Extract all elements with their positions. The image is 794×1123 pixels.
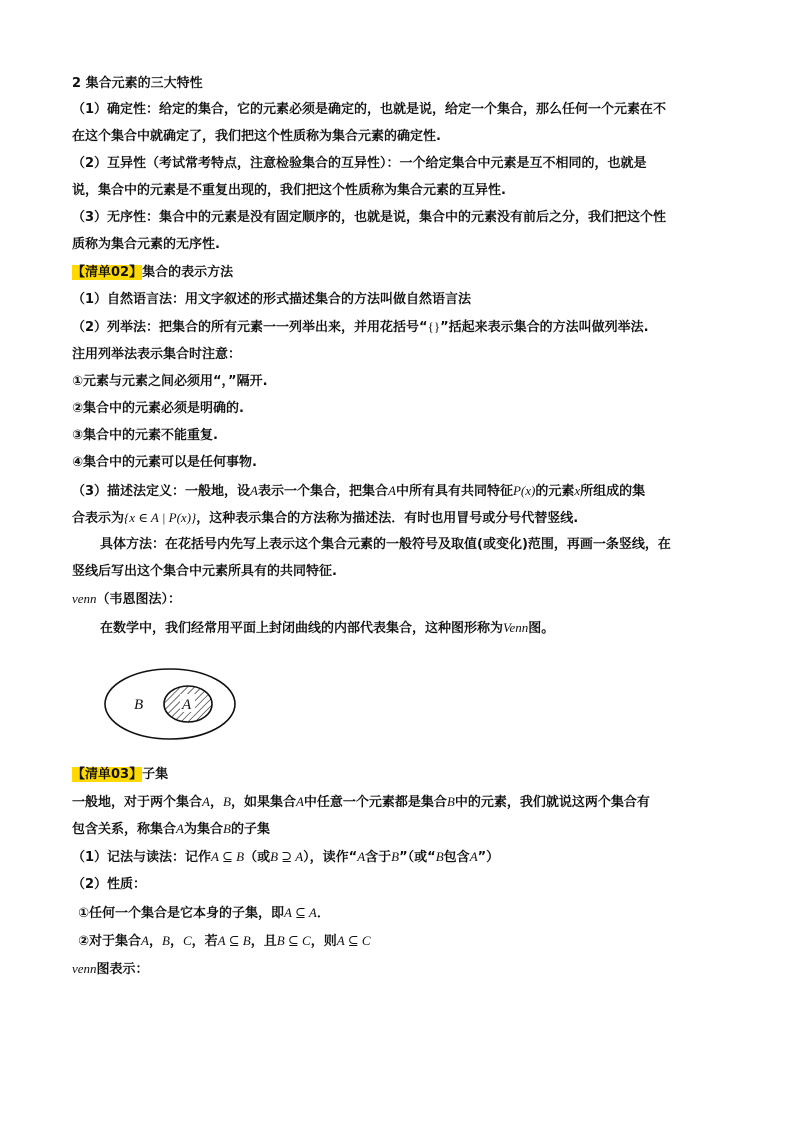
note-item-2: ②集合中的元素必须是明确的. <box>72 401 244 416</box>
paragraph-venn-representation: venn图表示： <box>72 961 149 977</box>
paragraph-definiteness: （1）确定性：给定的集合，它的元素必须是确定的，也就是说，给定一个集合，那么任何一个元素在不 <box>72 102 667 117</box>
list-badge-03: 【清单03】 <box>72 767 143 782</box>
venn-diagram <box>102 666 238 742</box>
paragraph-distinctness-cont: 说，集合中的元素是不重复出现的，我们把这个性质称为集合元素的互异性. <box>72 183 506 198</box>
paragraph-notation-reading: （1）记法与读法：记作A ⊆ B（或B ⊇ A），读作“A含于B”（或“B包含A”） <box>72 849 500 865</box>
note-heading: 注用列举法表示集合时注意： <box>72 347 242 362</box>
note-item-3: ③集合中的元素不能重复. <box>72 428 218 443</box>
venn-label-A: A <box>182 697 192 713</box>
section-heading-properties: 2 集合元素的三大特性 <box>72 76 203 91</box>
paragraph-subset-definition-cont: 包含关系，称集合A为集合B的子集 <box>72 821 270 837</box>
section-heading-representation: 【清单02】集合的表示方法 <box>72 265 234 280</box>
paragraph-unordered-cont: 质称为集合元素的无序性. <box>72 237 220 252</box>
paragraph-definiteness-cont: 在这个集合中就确定了，我们把这个性质称为集合元素的确定性. <box>72 129 441 144</box>
note-item-4: ④集合中的元素可以是任何事物. <box>72 455 257 470</box>
list-badge-02: 【清单02】 <box>72 265 143 280</box>
paragraph-venn-definition: 在数学中，我们经常用平面上封闭曲线的内部代表集合，这种图形称为Venn图。 <box>100 620 555 636</box>
paragraph-natural-language: （1）自然语言法：用文字叙述的形式描述集合的方法叫做自然语言法 <box>72 292 472 307</box>
paragraph-enumeration: （2）列举法：把集合的所有元素一一列举出来，并用花括号“{}”括起来表示集合的方法叫做列举法. <box>72 319 649 335</box>
property-item-2: ②对于集合A，B，C，若A ⊆ B，且B ⊆ C，则A ⊆ C <box>78 933 371 949</box>
property-item-1: ①任何一个集合是它本身的子集，即A ⊆ A． <box>78 905 330 921</box>
paragraph-distinctness: （2）互异性（考试常考特点，注意检验集合的互异性）：一个给定集合中元素是互不相同的，也就是 <box>72 156 647 171</box>
venn-label-B: B <box>134 697 144 713</box>
paragraph-subset-definition: 一般地，对于两个集合A，B，如果集合A中任意一个元素都是集合B中的元素，我们就说这两个集合有 <box>72 794 650 810</box>
paragraph-description-method: （3）描述法定义：一般地，设A表示一个集合，把集合A中所有具有共同特征P(x)的元素x所组成的集 <box>72 483 646 499</box>
paragraph-method-detail: 具体方法：在花括号内先写上表示这个集合元素的一般符号及取值(或变化)范围，再画一条竖线，在 <box>100 537 671 552</box>
set-builder-notation: {x ∈ A | P(x)} <box>124 510 197 525</box>
paragraph-venn-heading: venn（韦恩图法）： <box>72 591 182 607</box>
paragraph-description-method-cont: 合表示为{x ∈ A | P(x)}，这种表示集合的方法称为描述法．有时也用冒号或分号代替竖线. <box>72 510 579 526</box>
paragraph-properties-heading: （2）性质： <box>72 877 147 892</box>
section-heading-subset: 【清单03】子集 <box>72 767 169 782</box>
paragraph-method-detail-cont: 竖线后写出这个集合中元素所具有的共同特征. <box>72 564 337 579</box>
paragraph-unordered: （3）无序性：集合中的元素是没有固定顺序的，也就是说，集合中的元素没有前后之分，我们把这个性 <box>72 210 667 225</box>
note-item-1: ①元素与元素之间必须用“，”隔开. <box>72 374 268 389</box>
